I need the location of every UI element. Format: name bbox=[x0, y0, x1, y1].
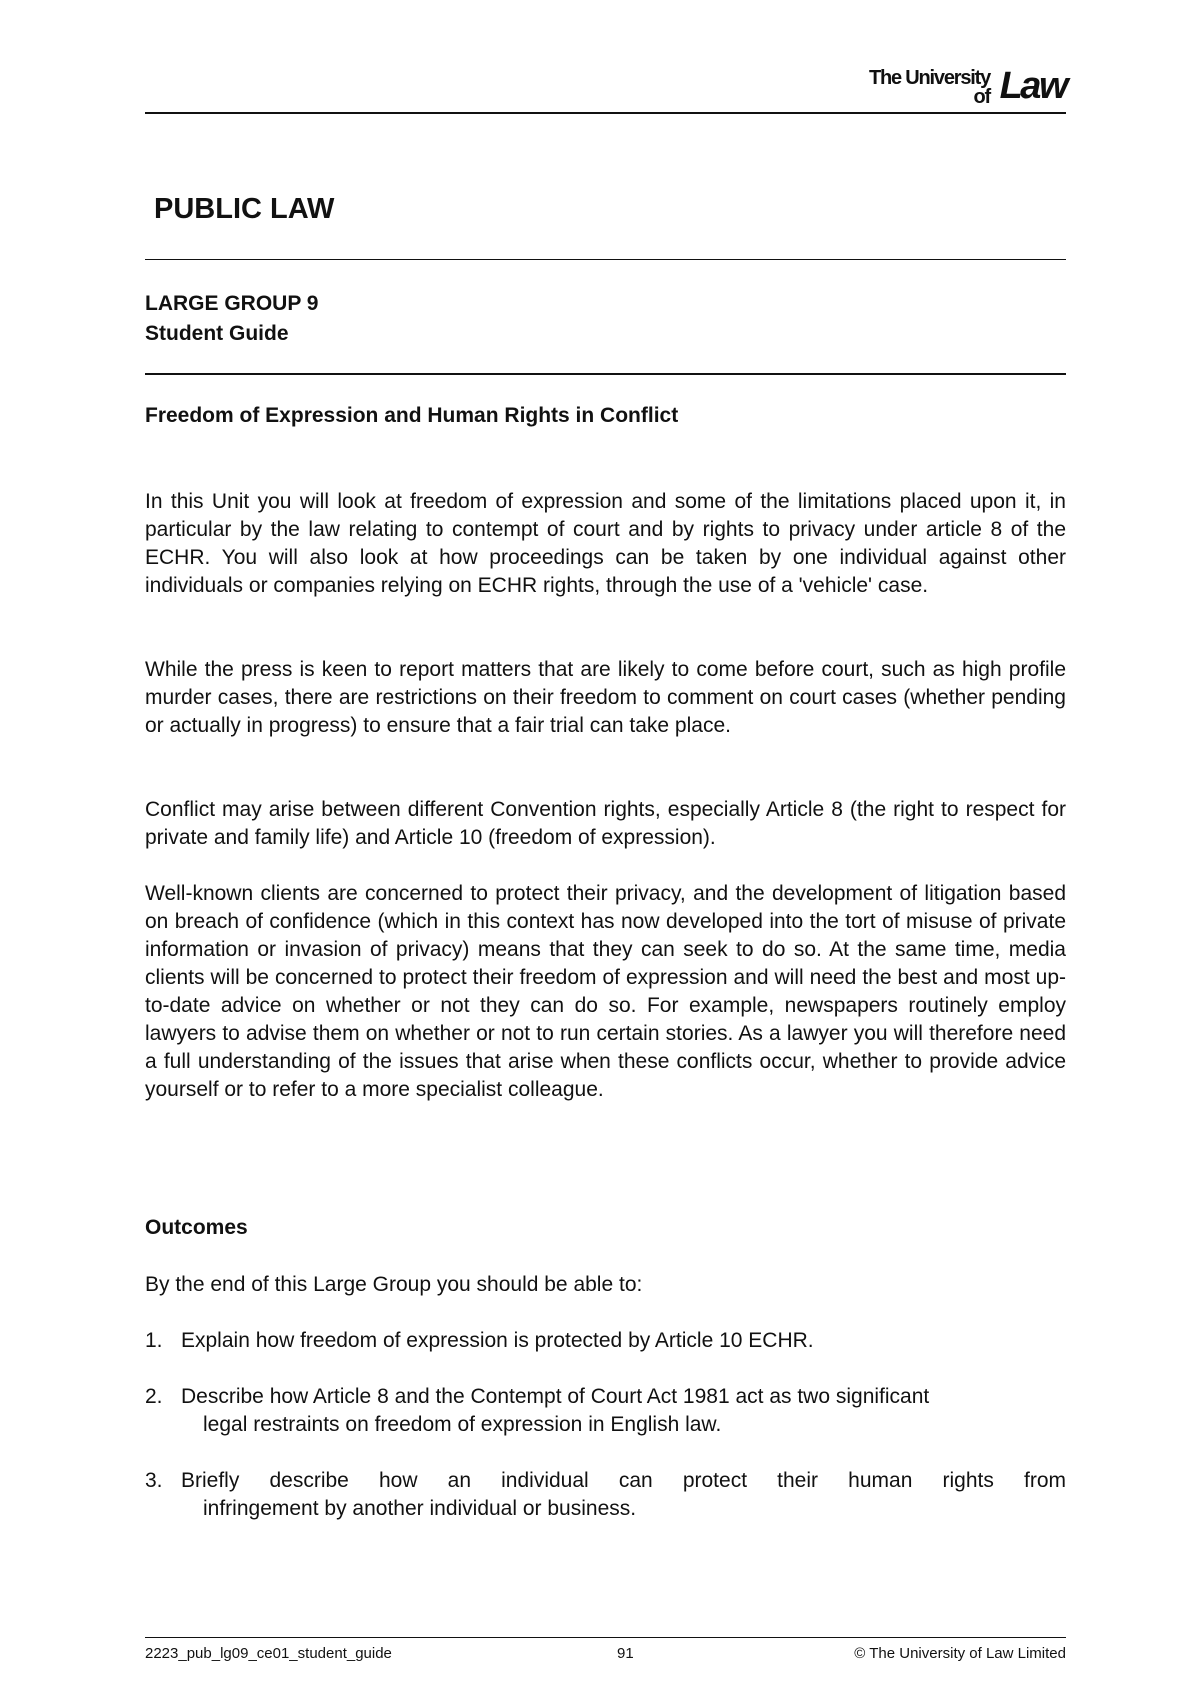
page-title: PUBLIC LAW bbox=[154, 193, 335, 225]
logo-line-2: of bbox=[973, 86, 990, 108]
session-label bbox=[145, 289, 318, 349]
outcomes-heading: Outcomes bbox=[145, 1216, 248, 1239]
outcome-item bbox=[145, 1383, 1066, 1439]
footer-rule bbox=[145, 1637, 1066, 1638]
outcome-text-first: Explain how freedom of expression is protected by Article 10 ECHR. bbox=[181, 1329, 814, 1352]
outcome-text-rest: legal restraints on freedom of expression in English law. bbox=[203, 1413, 722, 1436]
outcome-text-continuation bbox=[181, 1495, 1066, 1523]
logo-line-3: Law bbox=[999, 65, 1066, 107]
outcome-number: 2. bbox=[145, 1385, 163, 1408]
paragraph bbox=[145, 488, 1066, 600]
outcome-number: 1. bbox=[145, 1329, 163, 1352]
paragraph-text: Conflict may arise between different Convention rights, especially Article 8 (the right to respect for private and family life) and Article 10 (freedom of expression). bbox=[145, 798, 1066, 849]
outcome-text-first: Briefly describe how an individual can protect their human rights from bbox=[181, 1469, 1066, 1492]
footer-doc-code: 2223_pub_lg09_ce01_student_guide bbox=[145, 1645, 392, 1662]
section-heading: Freedom of Expression and Human Rights in Conflict bbox=[145, 404, 679, 427]
title-rule bbox=[145, 259, 1066, 260]
header-rule bbox=[145, 112, 1066, 114]
outcome-text-rest: infringement by another individual or business. bbox=[203, 1497, 637, 1520]
outcome-text bbox=[181, 1327, 1066, 1355]
outcome-text-first: Describe how Article 8 and the Contempt of Court Act 1981 act as two significant bbox=[181, 1385, 930, 1408]
paragraph bbox=[145, 880, 1066, 1104]
outcome-item bbox=[145, 1327, 1066, 1355]
paragraph-text: In this Unit you will look at freedom of expression and some of the limitations placed upon it, in particular by the law relating to contempt of court and by rights to privacy under article 8 of the ECHR. You will also look at how proceedings can be taken by one individual against other individuals or companies relying on ECHR rights, through the use of a 'vehicle' case. bbox=[145, 490, 1066, 597]
footer-page-number: 91 bbox=[617, 1645, 634, 1662]
outcome-number: 3. bbox=[145, 1469, 163, 1492]
outcome-text bbox=[181, 1467, 1066, 1495]
paragraph bbox=[145, 656, 1066, 740]
outcomes-intro: By the end of this Large Group you should be able to: bbox=[145, 1273, 643, 1296]
paragraph-text: While the press is keen to report matters that are likely to come before court, such as high profile murder cases, there are restrictions on their freedom to comment on court cases (whether pending or actually in progress) to ensure that a fair trial can take place. bbox=[145, 658, 1066, 737]
paragraph-text: Well-known clients are concerned to protect their privacy, and the development of litigation based on breach of confidence (which in this context has now developed into the tort of misuse of private information or invasion of privacy) means that they can seek to do so. At the same time, media clients will be concerned to protect their freedom of expression and will need the best and most up-to-date advice on whether or not they can do so. For example, newspapers routinely employ lawyers to advise them on whether or not to run certain stories. As a lawyer you will therefore need a full understanding of the issues that arise when these conflicts occur, whether to provide advice yourself or to refer to a more specialist colleague. bbox=[145, 882, 1066, 1101]
session-line-2: Student Guide bbox=[145, 322, 289, 345]
logo-line-1: The University bbox=[868, 67, 990, 89]
session-rule bbox=[145, 373, 1066, 375]
footer-copyright: © The University of Law Limited bbox=[854, 1645, 1066, 1662]
paragraph bbox=[145, 796, 1066, 852]
session-line-1: LARGE GROUP 9 bbox=[145, 292, 319, 315]
university-logo bbox=[856, 66, 1066, 106]
outcome-item bbox=[145, 1467, 1066, 1523]
outcome-text bbox=[181, 1383, 1066, 1439]
